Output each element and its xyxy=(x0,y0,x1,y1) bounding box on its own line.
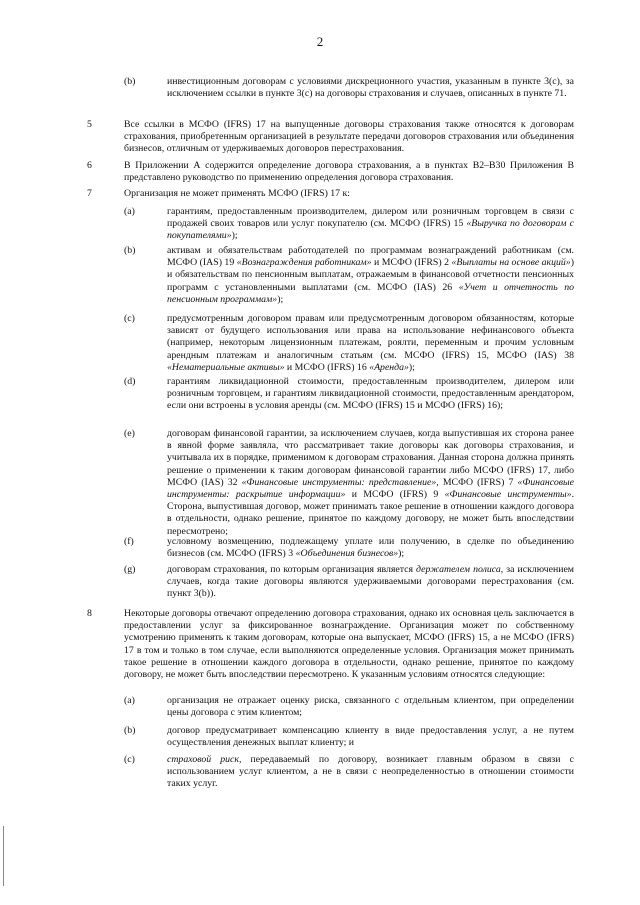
item-text: условному возмещению, подлежащему уплате или получению, в сделке по объединению бизнесов (см. МСФО (IFRS) 3 «Объединения бизнесов»); xyxy=(167,536,574,560)
item-text: договорам страхования, по которым организация является держателем полиса, за исключением случаев, когда такие договоры являются удерживаемыми договорами перестрахования (см. пункт 3(b)). xyxy=(167,564,574,600)
item-label: (e) xyxy=(124,428,135,439)
item-text: страховой риск, передаваемый по договору, возникает главным образом в связи с использованием услуг клиентом, а не в связи с неопределенностью в отношении стоимости таких услуг. xyxy=(167,754,574,790)
item-label: (b) xyxy=(124,76,136,87)
item-label: (b) xyxy=(124,245,136,256)
item-text: инвестиционным договорам с условиями дискреционного участия, указанным в пункте 3(с), за исключением ссылки в пункте 3(с) на договоры страхования и случаев, описанных в пункте 71. xyxy=(167,76,574,100)
item-label: (c) xyxy=(124,313,135,324)
paragraph-text: Организация не может применять МСФО (IFRS) 17 к: xyxy=(124,188,351,199)
paragraph-text: В Приложении А содержится определение договора страхования, а в пунктах В2–В30 Приложения В представлено руководство по применению определения договора страхования. xyxy=(124,160,574,184)
item-label: (f) xyxy=(124,536,134,547)
item-text: гарантиям ликвидационной стоимости, предоставленным производителем, дилером или розничным торговцем, и гарантиям ликвидационной стоимости, предоставленным арендатором, если они встроены в условия аренды (см. МСФО (IFRS) 15 и МСФО (IFRS) 16); xyxy=(167,376,574,412)
paragraph-text: Некоторые договоры отвечают определению договора страхования, однако их основная цель заключается в предоставлении услуг за фиксированное вознаграждение. Организация может по собственному усмотрению применять к таким договорам, которые она выпускает, МСФО (IFRS) 15, а не МСФО (IFRS) 17 в том и только в том случае, если выполняются определенные условия. Организация может принимать такое решение в отношении каждого договора в отдельности, однако решение, принятое по каждому договору, не может быть впоследствии пересмотрено. К указанным условиям относятся следующие: xyxy=(124,608,574,681)
item-label: (d) xyxy=(124,376,136,387)
item-text: активам и обязательствам работодателей по программам вознаграждений работникам (см. МСФО (IAS) 19 «Вознаграждения работникам» и МСФО (IFRS) 2 «Выплаты на основе акций») и обязательствам по пенсионным выплатам, отражаемым в финансовой отчетности пенсионных программ с установленными выплатами (см. МСФО (IAS) 26 «Учет и отчетность по пенсионным программам»); xyxy=(167,245,574,305)
item-text: договор предусматривает компенсацию клиенту в виде предоставления услуг, а не путем осуществления денежных выплат клиенту; и xyxy=(167,725,574,749)
page-number: 2 xyxy=(316,34,324,49)
item-label: (a) xyxy=(124,695,135,706)
item-text: договорам финансовой гарантии, за исключением случаев, когда выпустившая их сторона ранее в явной форме заявляла, что рассматривает такие договоры как договоры страхования, и учитывала их в порядке, применимом к договорам страхования. Данная сторона должна принять решение о применении к таким договорам финансовой гарантии либо МСФО (IFRS) 17, либо МСФО (IAS) 32 «Финансовые инструменты: представление», МСФО (IFRS) 7 «Финансовые инструменты: раскрытие информации» и МСФО (IFRS) 9 «Финансовые инструменты». Сторона, выпустившая договор, может принимать такое решение в отношении каждого договора в отдельности, однако решение, принятое по каждому договору, не может быть впоследствии пересмотрено; xyxy=(167,428,575,537)
paragraph-number: 6 xyxy=(87,160,92,171)
paragraph-text: Все ссылки в МСФО (IFRS) 17 на выпущенные договоры страхования также относятся к договорам страхования, приобретенным организацией в результате передачи договоров страхования или объединения бизнесов, отличным от удерживаемых договоров перестрахования. xyxy=(124,119,574,155)
scan-edge-line xyxy=(3,826,4,886)
paragraph-number: 5 xyxy=(87,119,92,130)
item-label: (g) xyxy=(124,564,136,575)
item-label: (a) xyxy=(124,206,135,217)
paragraph-number: 7 xyxy=(87,188,92,199)
item-label: (b) xyxy=(124,725,136,736)
item-text: организация не отражает оценку риска, связанного с отдельным клиентом, при определении цены договора с этим клиентом; xyxy=(167,695,574,719)
item-label: (c) xyxy=(124,754,135,765)
item-text: предусмотренным договором правам или предусмотренным договором обязанностям, которые зависят от будущего использования или права на использование нефинансового объекта (например, некоторым лицензионным платежам, роялти, переменным и прочим условным арендным платежам и аналогичным статьям (см. МСФО (IFRS) 15, МСФО (IAS) 38 «Нематериальные активы» и МСФО (IFRS) 16 «Аренда»); xyxy=(167,313,574,373)
paragraph-number: 8 xyxy=(87,608,92,619)
item-text: гарантиям, предоставленным производителем, дилером или розничным торговцем в связи с продажей своих товаров или услуг покупателю (см. МСФО (IFRS) 15 «Выручка по договорам с покупателями»); xyxy=(167,206,575,242)
